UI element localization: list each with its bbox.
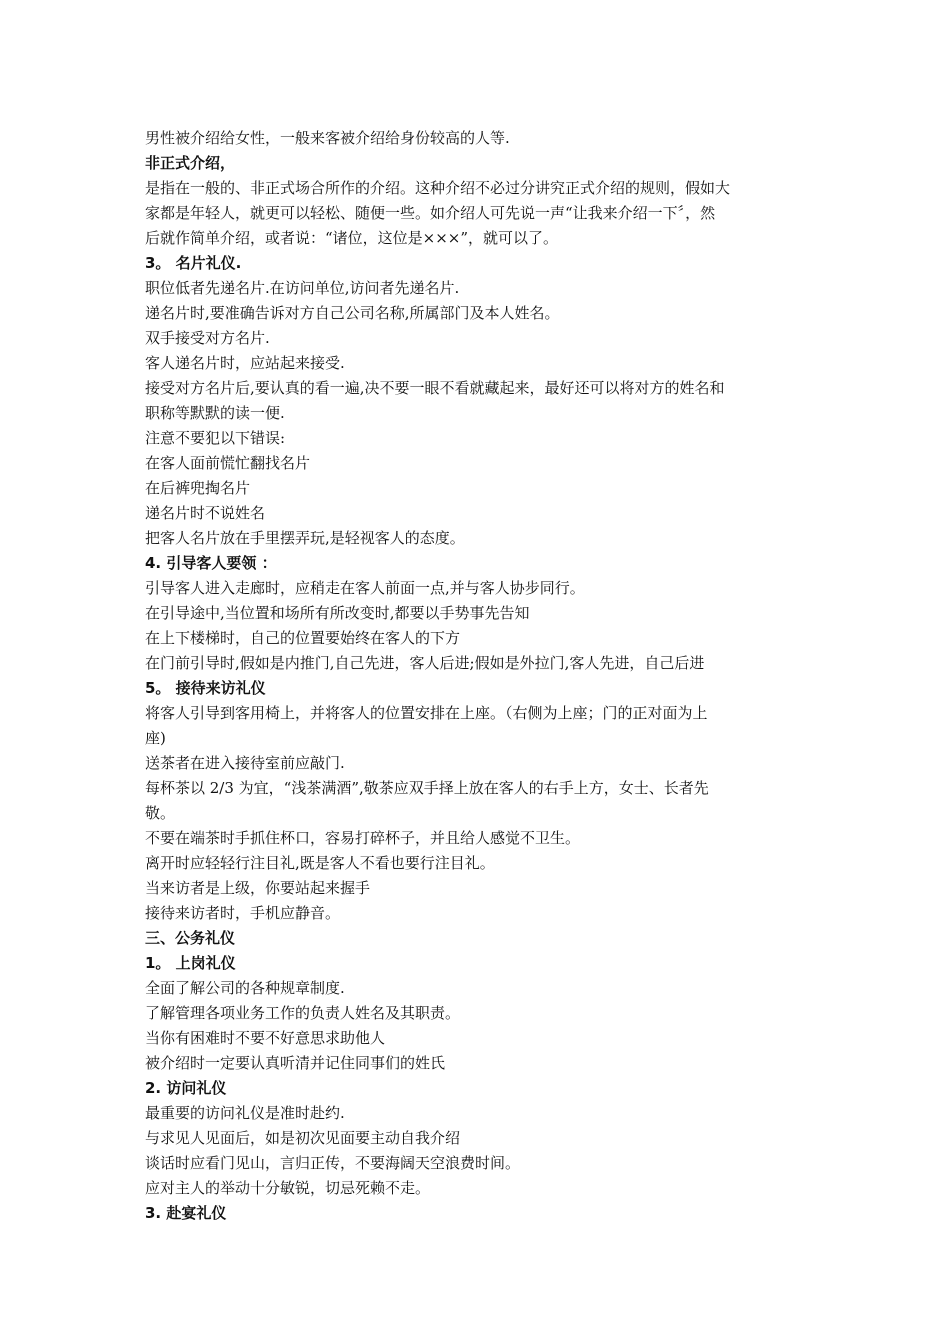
paragraph-line: 谈话时应看门见山，言归正传，不要海阔天空浪费时间。 [145, 1154, 521, 1172]
section-heading: 3。 名片礼仪. [145, 254, 242, 272]
paragraph-line: 被介绍时一定要认真听清并记住同事们的姓氏 [145, 1054, 446, 1072]
section-heading: 5。 接待来访礼仪 [145, 679, 266, 697]
paragraph-line: 递名片时,要准确告诉对方自己公司名称,所属部门及本人姓名。 [145, 304, 560, 322]
paragraph-line: 将客人引导到客用椅上，并将客人的位置安排在上座。（右侧为上座；门的正对面为上 [145, 704, 708, 722]
paragraph-line: 递名片时不说姓名 [145, 504, 266, 522]
paragraph-line: 了解管理各项业务工作的负责人姓名及其职责。 [145, 1004, 461, 1022]
paragraph-line: 在引导途中,当位置和场所有所改变时,都要以手势事先告知 [145, 604, 530, 622]
paragraph-line: 当你有困难时不要不好意思求助他人 [145, 1029, 386, 1047]
paragraph-line: 当来访者是上级，你要站起来握手 [145, 879, 371, 897]
paragraph-line: 应对主人的举动十分敏锐，切忌死赖不走。 [145, 1179, 431, 1197]
paragraph-line: 与求见人见面后，如是初次见面要主动自我介绍 [145, 1129, 461, 1147]
paragraph-line: 把客人名片放在手里摆弄玩,是轻视客人的态度。 [145, 529, 465, 547]
paragraph-line: 在上下楼梯时，自己的位置要始终在客人的下方 [145, 629, 461, 647]
paragraph-line: 接待来访者时，手机应静音。 [145, 904, 341, 922]
paragraph-line: 家都是年轻人，就更可以轻松、随便一些。如介绍人可先说一声“让我来介绍一下〞，然 [145, 204, 716, 222]
paragraph-line: 在后裤兜掏名片 [145, 479, 251, 497]
paragraph-line: 接受对方名片后,要认真的看一遍,决不要一眼不看就藏起来，最好还可以将对方的姓名和 [145, 379, 725, 397]
paragraph-line: 离开时应轻轻行注目礼,既是客人不看也要行注目礼。 [145, 854, 495, 872]
section-heading: 1。 上岗礼仪 [145, 954, 236, 972]
paragraph-line: 每杯茶以 2/3 为宜，“浅茶满酒”,敬茶应双手择上放在客人的右手上方，女士、长者先 [145, 779, 709, 797]
section-heading: 3. 赴宴礼仪 [145, 1204, 227, 1222]
paragraph-line: 双手接受对方名片. [145, 329, 270, 347]
section-heading: 2. 访问礼仪 [145, 1079, 227, 1097]
paragraph-line: 敬。 [145, 804, 176, 822]
paragraph-line: 职位低者先递名片.在访问单位,访问者先递名片. [145, 279, 460, 297]
paragraph-line: 最重要的访问礼仪是准时赴约. [145, 1104, 345, 1122]
section-heading: 非正式介绍， [145, 154, 236, 172]
section-heading: 4. 引导客人要领 ： [145, 554, 277, 572]
paragraph-line: 不要在端茶时手抓住杯口，容易打碎杯子，并且给人感觉不卫生。 [145, 829, 581, 847]
paragraph-line: 在门前引导时,假如是内推门,自己先进，客人后进;假如是外拉门,客人先进，自己后进 [145, 654, 705, 672]
paragraph-line: 男性被介绍给女性，一般来客被介绍给身份较高的人等. [145, 129, 510, 147]
paragraph-line: 全面了解公司的各种规章制度. [145, 979, 345, 997]
section-heading: 三、公务礼仪 [145, 929, 236, 947]
paragraph-line: 引导客人进入走廊时，应稍走在客人前面一点,并与客人协步同行。 [145, 579, 585, 597]
paragraph-line: 座) [145, 729, 166, 747]
paragraph-line: 在客人面前慌忙翻找名片 [145, 454, 311, 472]
paragraph-line: 后就作简单介绍，或者说：“诸位，这位是×××”，就可以了。 [145, 229, 559, 247]
document-body [145, 126, 815, 1226]
paragraph-line: 客人递名片时，应站起来接受. [145, 354, 345, 372]
paragraph-line: 是指在一般的、非正式场合所作的介绍。这种介绍不必过分讲究正式介绍的规则，假如大 [145, 179, 731, 197]
paragraph-line: 职称等默默的读一便. [145, 404, 285, 422]
paragraph-line: 送茶者在进入接待室前应敲门. [145, 754, 345, 772]
paragraph-line: 注意不要犯以下错误: [145, 429, 286, 447]
